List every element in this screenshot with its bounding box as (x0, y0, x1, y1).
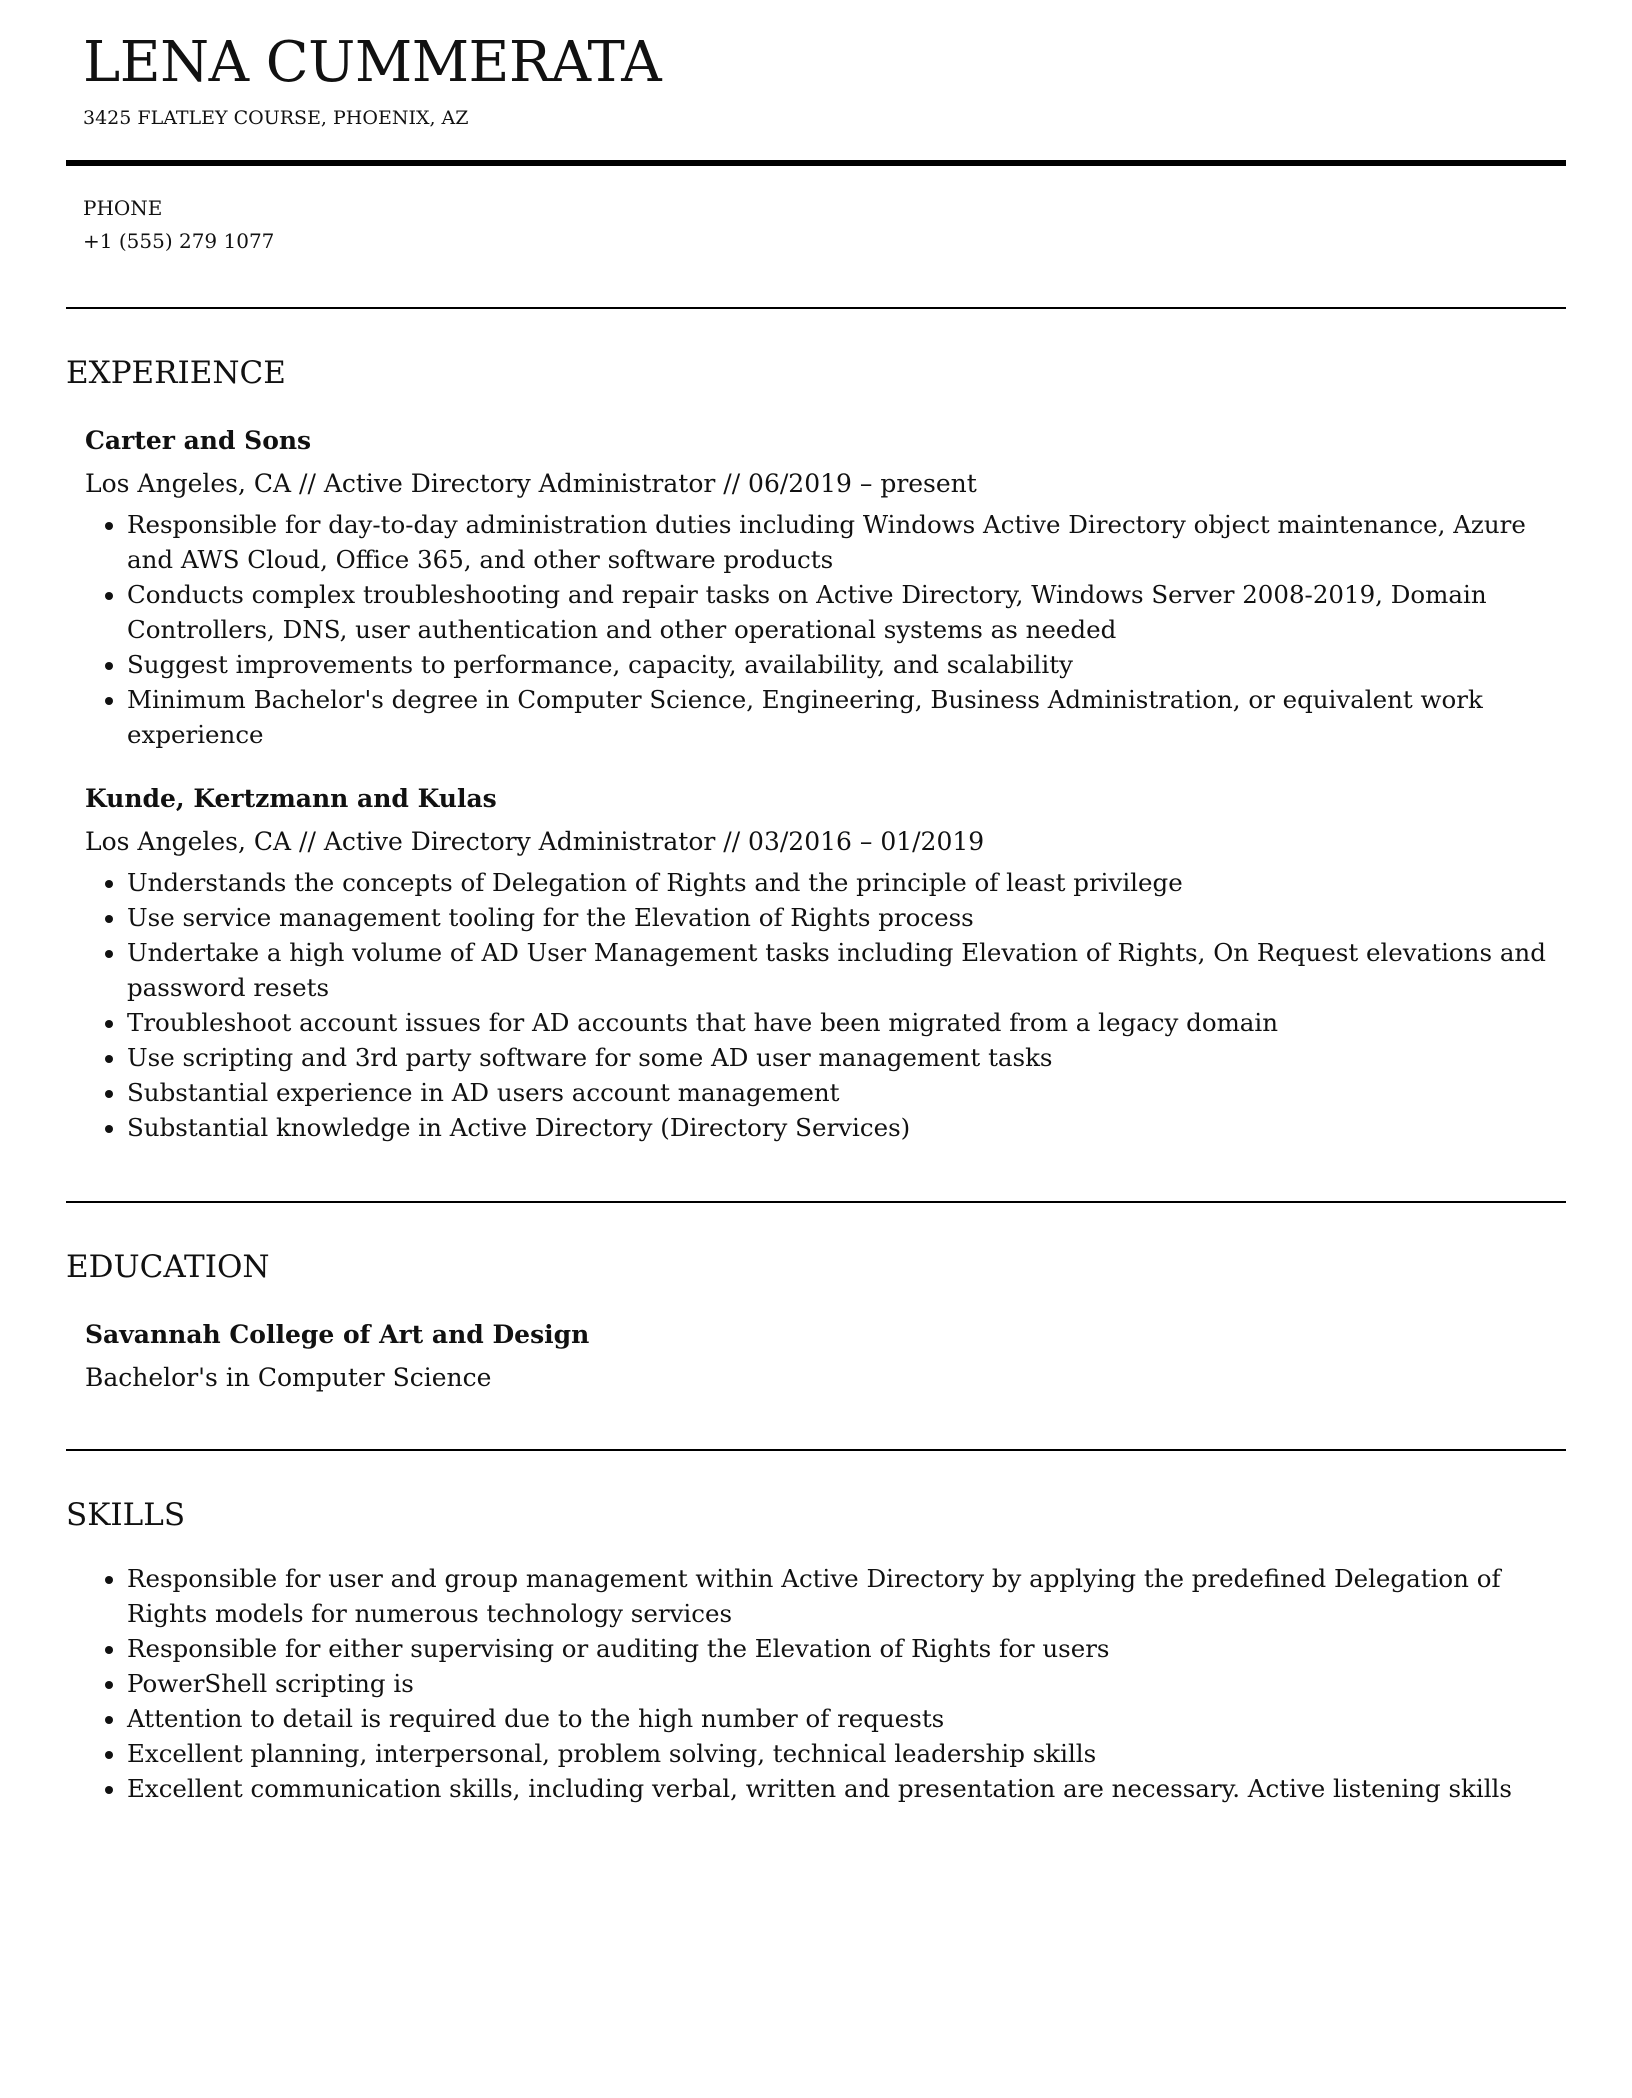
list-item: • Suggest improvements to performance, capacity, availability, and scalability (127, 647, 1566, 682)
section-title-skills: SKILLS (66, 1497, 186, 1533)
school-name: Savannah College of Art and Design (85, 1320, 590, 1349)
contact-section (66, 166, 1566, 255)
job-company: Kunde, Kertzmann and Kulas (85, 784, 497, 813)
list-item: • Use service management tooling for the Elevation of Rights process (127, 900, 1566, 935)
job-company: Carter and Sons (85, 426, 312, 455)
education-section (66, 1203, 1566, 1395)
skills-list (85, 1561, 1566, 1806)
phone-number: +1 (555) 279 1077 (83, 229, 275, 253)
list-item: • Attention to detail is required due to the high number of requests (127, 1701, 1566, 1736)
candidate-name: LENA CUMMERATA (83, 30, 662, 95)
section-title-education: EDUCATION (66, 1249, 270, 1285)
list-item: • Responsible for day-to-day administration duties including Windows Active Directory object maintenance, Azure and AWS Cloud, Office 365, and other software products (127, 507, 1566, 577)
list-item: • Excellent communication skills, including verbal, written and presentation are necessary. Active listening skills (127, 1771, 1566, 1806)
job-bullets (85, 507, 1566, 752)
list-item: • Substantial knowledge in Active Directory (Directory Services) (127, 1110, 1566, 1145)
list-item: • Conducts complex troubleshooting and repair tasks on Active Directory, Windows Server 2008-2019, Domain Controllers, DNS, user authentication and other operational systems as needed (127, 577, 1566, 647)
section-title-experience: EXPERIENCE (66, 355, 286, 391)
list-item: • Substantial experience in AD users account management (127, 1075, 1566, 1110)
job-meta: Los Angeles, CA // Active Directory Administrator // 03/2016 – 01/2019 (85, 827, 985, 856)
list-item: • PowerShell scripting is (127, 1666, 1566, 1701)
list-item: • Undertake a high volume of AD User Management tasks including Elevation of Rights, On Request elevations and password resets (127, 935, 1566, 1005)
job-entry (66, 781, 1566, 1145)
job-bullets (85, 865, 1566, 1145)
list-item: • Troubleshoot account issues for AD accounts that have been migrated from a legacy domain (127, 1005, 1566, 1040)
job-entry (66, 423, 1566, 752)
skills-entry (66, 1561, 1566, 1806)
job-meta: Los Angeles, CA // Active Directory Administrator // 06/2019 – present (85, 469, 977, 498)
candidate-address: 3425 FLATLEY COURSE, PHOENIX, AZ (83, 107, 469, 129)
list-item: • Understands the concepts of Delegation of Rights and the principle of least privilege (127, 865, 1566, 900)
list-item: • Responsible for user and group management within Active Directory by applying the predefined Delegation of Rights models for numerous technology services (127, 1561, 1566, 1631)
education-entry (66, 1317, 1566, 1395)
skills-section (66, 1451, 1566, 1806)
phone-label: PHONE (83, 196, 163, 220)
list-item: • Use scripting and 3rd party software for some AD user management tasks (127, 1040, 1566, 1075)
experience-section (66, 309, 1566, 1145)
list-item: • Excellent planning, interpersonal, problem solving, technical leadership skills (127, 1736, 1566, 1771)
list-item: • Minimum Bachelor's degree in Computer Science, Engineering, Business Administration, or equivalent work experience (127, 682, 1566, 752)
list-item: • Responsible for either supervising or auditing the Elevation of Rights for users (127, 1631, 1566, 1666)
degree: Bachelor's in Computer Science (85, 1363, 492, 1392)
